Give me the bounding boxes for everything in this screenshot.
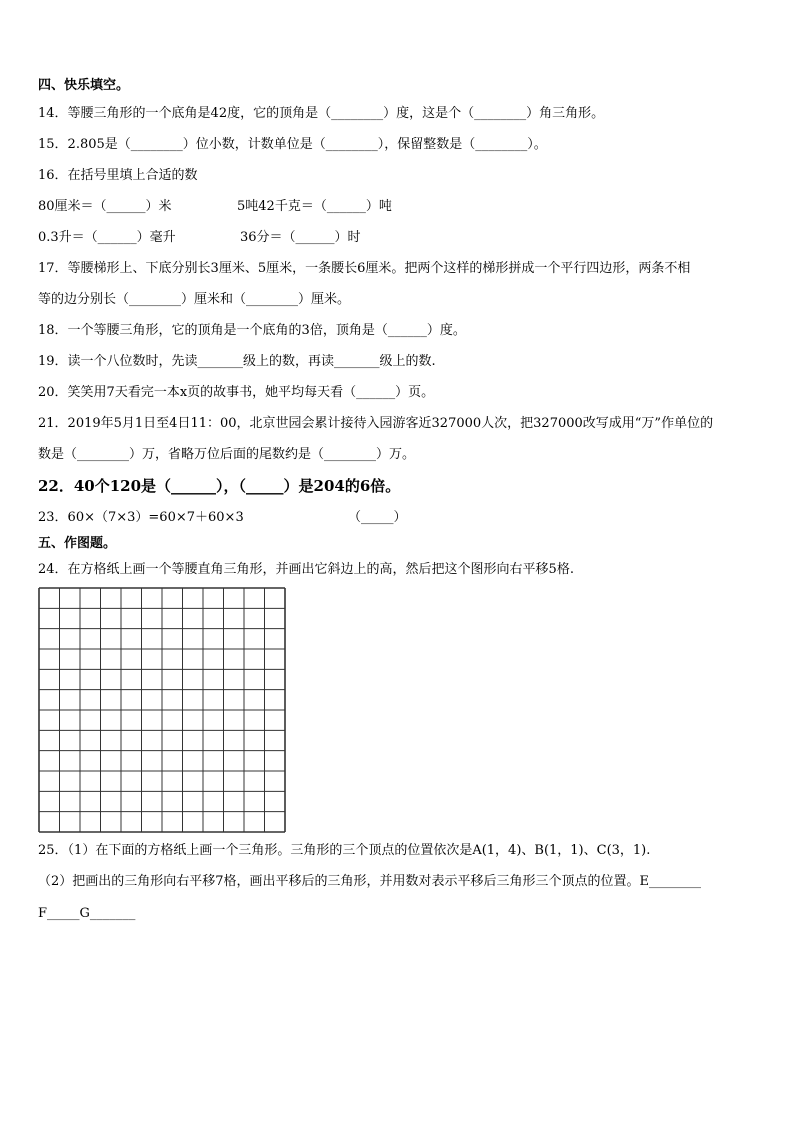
question-23-expr: 23．60×（7×3）=60×7＋60×3: [38, 510, 244, 525]
question-14: 14．等腰三角形的一个底角是42度，它的顶角是（________）度，这是个（________）角三角形。: [38, 106, 605, 121]
question-16-row2-right: 36分＝（______）时: [240, 230, 361, 245]
section5-heading: 五、作图题。: [38, 536, 117, 551]
grid-paper: [38, 587, 286, 833]
question-17-line2: 等的边分别长（________）厘米和（________）厘米。: [38, 292, 351, 307]
question-20: 20．笑笑用7天看完一本x页的故事书，她平均每天看（______）页。: [38, 385, 435, 400]
question-16-row2-left: 0.3升＝（______）毫升: [38, 230, 176, 245]
question-22: 22．40个120是（______），（_____）是204的6倍。: [38, 477, 401, 495]
question-16-stem: 16．在括号里填上合适的数: [38, 168, 198, 183]
question-25-part2: （2）把画出的三角形向右平移7格，画出平移后的三角形，并用数对表示平移后三角形三个顶点的位置。E________: [38, 874, 702, 889]
question-19: 19．读一个八位数时，先读_______级上的数，再读_______级上的数.: [38, 354, 436, 369]
question-21-line1: 21．2019年5月1日至4日11：00，北京世园会累计接待入园游客近327000人次，把327000改写成用“万”作单位的: [38, 416, 714, 431]
question-18: 18．一个等腰三角形，它的顶角是一个底角的3倍，顶角是（______）度。: [38, 323, 466, 338]
question-15: 15．2.805是（________）位小数，计数单位是（________），保留整数是（________）。: [38, 137, 547, 152]
question-24: 24．在方格纸上画一个等腰直角三角形，并画出它斜边上的高，然后把这个图形向右平移5格.: [38, 562, 574, 577]
question-16-row1-left: 80厘米＝（______）米: [38, 199, 172, 214]
question-23-blank: （_____）: [348, 510, 407, 525]
question-17-line1: 17．等腰梯形上、下底分别长3厘米、5厘米，一条腰长6厘米。把两个这样的梯形拼成一个平行四边形，两条不相: [38, 261, 691, 276]
question-21-line2: 数是（________）万，省略万位后面的尾数约是（________）万。: [38, 447, 416, 462]
section4-heading: 四、快乐填空。: [38, 78, 130, 93]
question-25-part1: 25．（1）在下面的方格纸上画一个三角形。三角形的三个顶点的位置依次是A(1，4)、B(1，1)、C(3，1).: [38, 843, 651, 858]
question-16-row1-right: 5吨42千克＝（______）吨: [237, 199, 392, 214]
question-25-part3: F_____G_______: [38, 906, 136, 921]
